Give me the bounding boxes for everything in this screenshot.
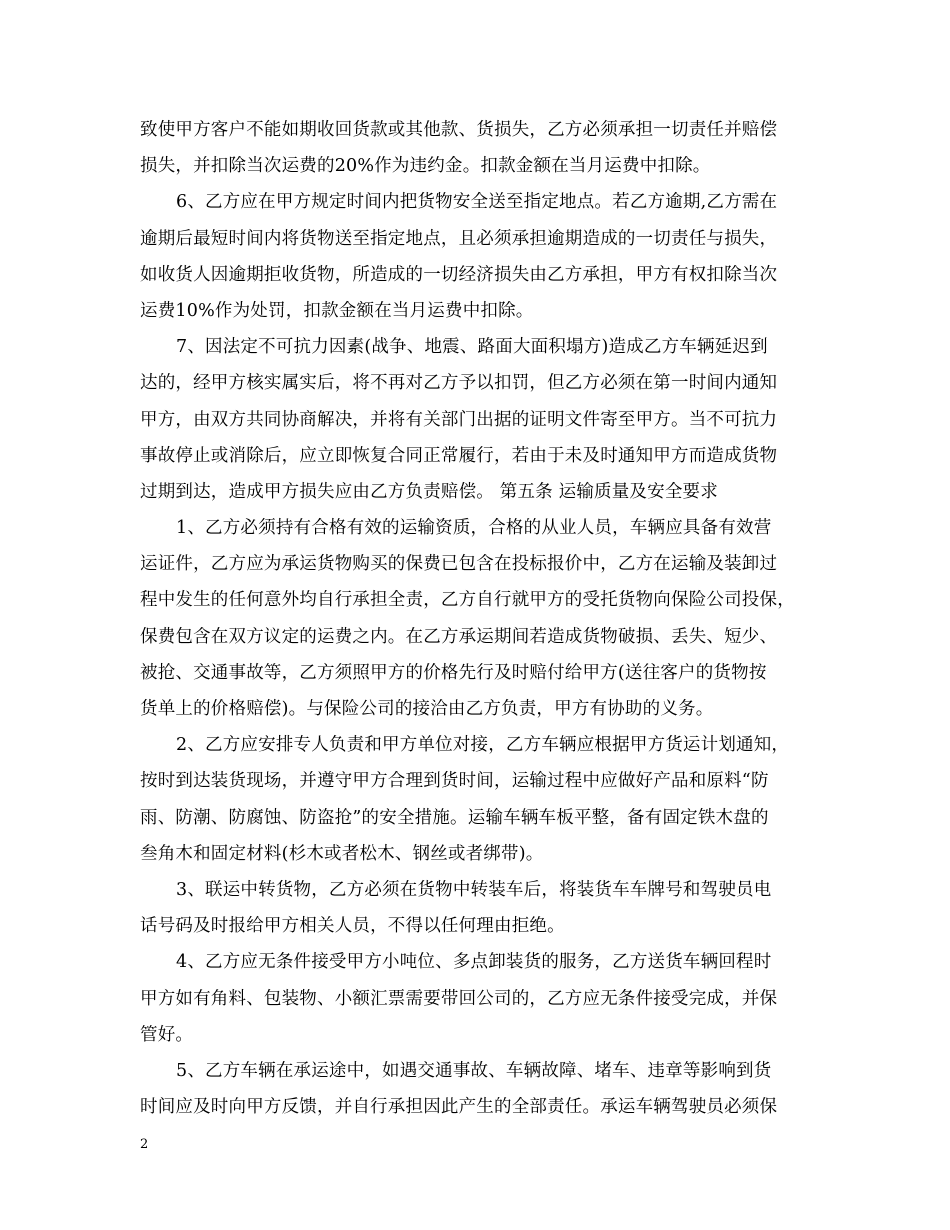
text-line: 话号码及时报给甲方相关人员，不得以任何理由拒绝。 — [140, 916, 565, 937]
paragraph-first-line: 2、乙方应安排专人负责和甲方单位对接，乙方车辆应根据甲方货运计划通知， — [176, 735, 790, 756]
paragraph-first-line: 6、乙方应在甲方规定时间内把货物安全送至指定地点。若乙方逾期,乙方需在 — [176, 192, 778, 213]
text-line: 叁角木和固定材料(杉木或者松木、钢丝或者绑带)。 — [140, 843, 544, 864]
page-number: 2 — [140, 1137, 149, 1152]
paragraph-first-line: 4、乙方应无条件接受甲方小吨位、多点卸装货的服务，乙方送货车辆回程时 — [176, 952, 772, 973]
text-line: 逾期后最短时间内将货物送至指定地点，且必须承担逾期造成的一切责任与损失， — [140, 228, 778, 249]
paragraph-first-line: 7、因法定不可抗力因素(战争、地震、路面大面积塌方)造成乙方车辆延迟到 — [176, 337, 768, 358]
text-line: 运证件，乙方应为承运货物购买的保费已包含在投标报价中，乙方在运输及装卸过 — [140, 554, 778, 575]
paragraph-first-line: 5、乙方车辆在承运途中，如遇交通事故、车辆故障、堵车、违章等影响到货 — [176, 1060, 772, 1081]
text-line: 甲方如有角料、包装物、小额汇票需要带回公司的，乙方应无条件接受完成，并保 — [140, 988, 778, 1009]
text-line: 被抢、交通事故等，乙方须照甲方的价格先行及时赔付给甲方(送往客户的货物按 — [140, 662, 767, 683]
text-line: 损失，并扣除当次运费的20%作为违约金。扣款金额在当月运费中扣除。 — [140, 156, 711, 177]
text-line: 运费10%作为处罚，扣款金额在当月运费中扣除。 — [140, 300, 534, 321]
document-body — [140, 112, 824, 1125]
text-line: 程中发生的任何意外均自行承担全责，乙方自行就甲方的受托货物向保险公司投保， — [140, 590, 795, 611]
text-line: 保费包含在双方议定的运费之内。在乙方承运期间若造成货物破损、丢失、短少、 — [140, 626, 778, 647]
text-line: 按时到达装货现场，并遵守甲方合理到货时间，运输过程中应做好产品和原料“防 — [140, 771, 769, 792]
text-line: 过期到达，造成甲方损失应由乙方负责赔偿。 第五条 运输质量及安全要求 — [140, 481, 718, 502]
text-line: 管好。 — [140, 1024, 194, 1045]
text-line: 如收货人因逾期拒收货物，所造成的一切经济损失由乙方承担，甲方有权扣除当次 — [140, 264, 778, 285]
text-line: 货单上的价格赔偿)。与保险公司的接洽由乙方负责，甲方有协助的义务。 — [140, 699, 714, 719]
text-line: 致使甲方客户不能如期收回货款或其他款、货损失，乙方必须承担一切责任并赔偿 — [140, 120, 778, 140]
paragraph-first-line: 1、乙方必须持有合格有效的运输资质，合格的从业人员，车辆应具备有效营 — [176, 518, 772, 539]
text-line: 雨、防潮、防腐蚀、防盗抢”的安全措施。运输车辆车板平整，备有固定铁木盘的 — [140, 807, 769, 828]
text-line: 甲方，由双方共同协商解决，并将有关部门出据的证明文件寄至甲方。当不可抗力 — [140, 409, 778, 430]
text-line: 时间应及时向甲方反馈，并自行承担因此产生的全部责任。承运车辆驾驶员必须保 — [140, 1097, 778, 1118]
text-line: 事故停止或消除后，应立即恢复合同正常履行，若由于未及时通知甲方而造成货物 — [140, 445, 778, 466]
paragraph-first-line: 3、联运中转货物，乙方必须在货物中转装车后，将装货车车牌号和驾驶员电 — [176, 879, 772, 900]
text-line: 达的，经甲方核实属实后，将不再对乙方予以扣罚，但乙方必须在第一时间内通知 — [140, 373, 778, 394]
